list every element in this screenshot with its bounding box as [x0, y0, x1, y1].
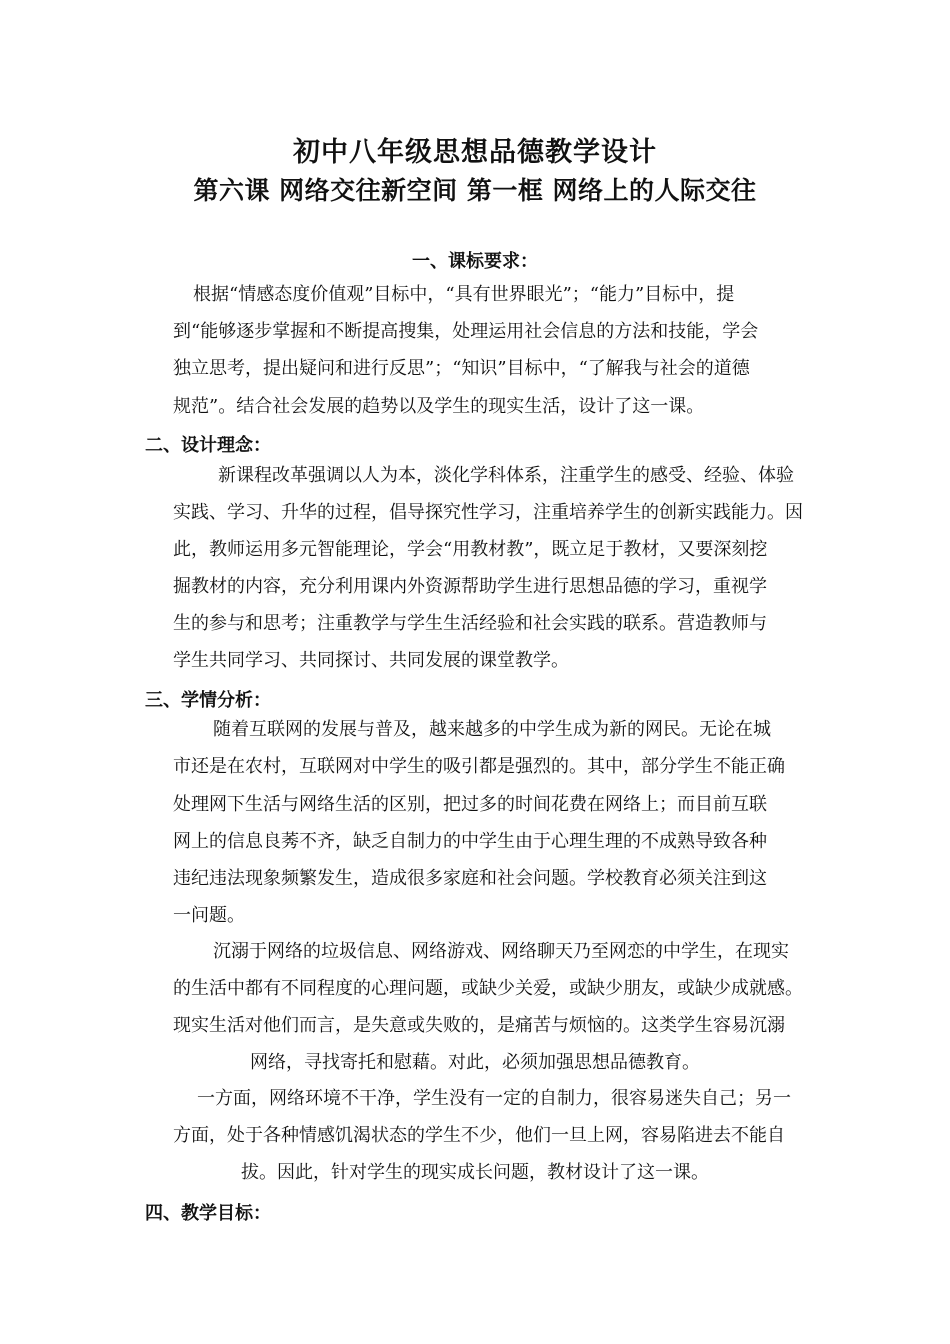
- section-3-line-3: 处理网下生活与网络生活的区别，把过多的时间花费在网络上；而目前互联: [173, 794, 767, 815]
- section-2-line-2: 实践、学习、升华的过程，倡导探究性学习，注重培养学生的创新实践能力。因: [173, 502, 803, 523]
- section-2-line-6: 学生共同学习、共同探讨、共同发展的课堂教学。: [173, 650, 569, 671]
- section-3-line-1: 随着互联网的发展与普及，越来越多的中学生成为新的网民。无论在城: [213, 719, 771, 740]
- section-3-line-4: 网上的信息良莠不齐，缺乏自制力的中学生由于心理生理的不成熟导致各种: [173, 831, 767, 852]
- section-3-line-6: 一问题。: [173, 905, 245, 926]
- section-heading-3: 三、学情分析：: [145, 690, 271, 711]
- section-3-line-5: 违纪违法现象频繁发生，造成很多家庭和社会问题。学校教育必须关注到这: [173, 868, 767, 889]
- section-1-line-1: 根据“情感态度价值观”目标中，“具有世界眼光”；“能力”目标中，提: [193, 284, 735, 305]
- section-3-line-13: 拔。因此，针对学生的现实成长问题，教材设计了这一课。: [241, 1162, 709, 1183]
- document-title: 初中八年级思想品德教学设计: [293, 137, 657, 168]
- section-3-line-11: 一方面，网络环境不干净，学生没有一定的自制力，很容易迷失自己；另一: [197, 1088, 791, 1109]
- section-2-line-5: 生的参与和思考；注重教学与学生生活经验和社会实践的联系。营造教师与: [173, 613, 767, 634]
- section-3-line-10: 网络，寻找寄托和慰藉。对此，必须加强思想品德教育。: [250, 1052, 700, 1073]
- section-heading-1: 一、课标要求：: [412, 251, 538, 272]
- section-3-line-7: 沉溺于网络的垃圾信息、网络游戏、网络聊天乃至网恋的中学生，在现实: [213, 941, 789, 962]
- section-1-line-4: 规范”。结合社会发展的趋势以及学生的现实生活，设计了这一课。: [173, 396, 705, 417]
- section-3-line-2: 市还是在农村，互联网对中学生的吸引都是强烈的。其中，部分学生不能正确: [173, 756, 785, 777]
- section-2-line-4: 掘教材的内容，充分利用课内外资源帮助学生进行思想品德的学习，重视学: [173, 576, 767, 597]
- section-heading-2: 二、设计理念：: [145, 435, 271, 456]
- section-3-line-9: 现实生活对他们而言，是失意或失败的，是痛苦与烦恼的。这类学生容易沉溺: [173, 1015, 785, 1036]
- document-subtitle: 第六课 网络交往新空间 第一框 网络上的人际交往: [193, 176, 757, 205]
- section-1-line-2: 到“能够逐步掌握和不断提高搜集，处理运用社会信息的方法和技能，学会: [173, 321, 759, 342]
- section-2-line-1: 新课程改革强调以人为本，淡化学科体系，注重学生的感受、经验、体验: [218, 465, 794, 486]
- section-heading-4: 四、教学目标：: [145, 1203, 271, 1224]
- section-1-line-3: 独立思考，提出疑问和进行反思”；“知识”目标中，“了解我与社会的道德: [173, 358, 750, 379]
- section-3-line-12: 方面，处于各种情感饥渴状态的学生不少，他们一旦上网，容易陷进去不能自: [173, 1125, 785, 1146]
- section-2-line-3: 此，教师运用多元智能理论，学会“用教材教”，既立足于教材，又要深刻挖: [173, 539, 768, 560]
- section-3-line-8: 的生活中都有不同程度的心理问题，或缺少关爱，或缺少朋友，或缺少成就感。: [173, 978, 803, 999]
